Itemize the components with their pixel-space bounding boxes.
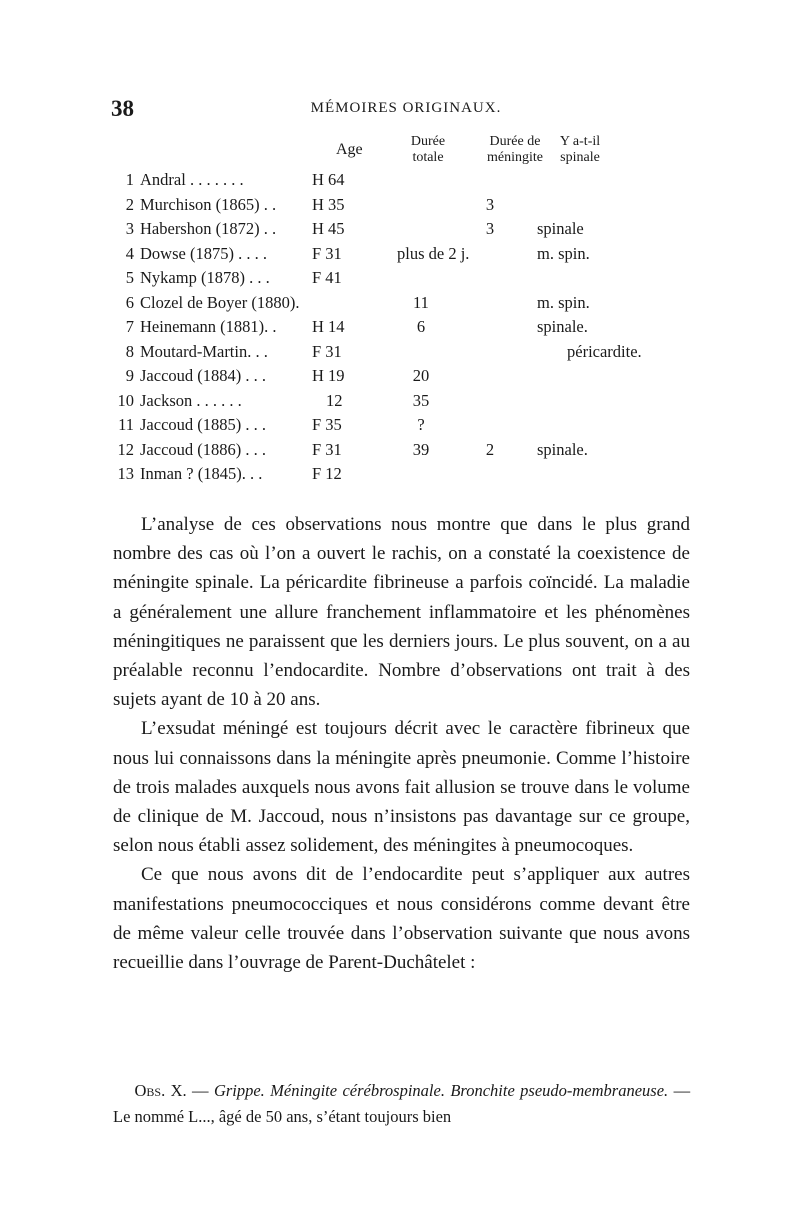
running-title: MÉMOIRES ORIGINAUX.	[310, 100, 502, 116]
case-duree-totale: plus de 2 j.	[397, 243, 470, 263]
case-duree-totale: 39	[412, 439, 430, 459]
case-name: Murchison (1865) . .	[140, 194, 277, 214]
case-sex-age: F 31	[312, 243, 342, 263]
observation-title: Grippe. Méningite cérébrospinale. Bronchite pseudo-membraneuse.	[213, 1081, 669, 1100]
table-row	[0, 317, 800, 341]
observation-dash: —	[192, 1081, 209, 1100]
case-sex-age: F 41	[312, 268, 342, 287]
table-row	[0, 219, 800, 243]
case-spinale: spinale.	[537, 439, 588, 459]
case-sex-age: H 64	[312, 170, 345, 189]
case-sex-age: H 45	[312, 219, 345, 238]
page-number: 38	[111, 96, 134, 121]
row-number: 7	[125, 317, 134, 336]
case-duree-totale: 35	[412, 390, 430, 410]
observation-dash: —	[673, 1081, 691, 1100]
case-sex-age: H 14	[312, 317, 345, 336]
case-duree-totale: 11	[413, 292, 429, 312]
row-number: 8	[125, 341, 134, 361]
row-number: 5	[125, 268, 134, 287]
case-sex-age: F 35	[312, 415, 342, 434]
row-number: 6	[125, 292, 134, 312]
table-row	[0, 268, 800, 292]
table-row	[0, 464, 800, 488]
case-name: Jaccoud (1886) . . .	[140, 439, 267, 459]
case-duree-totale: ?	[417, 415, 425, 434]
header-duree-totale-line1: Durée	[410, 134, 446, 149]
case-name: Jackson . . . . . .	[140, 390, 242, 410]
table-row	[0, 342, 800, 366]
case-name: Inman ? (1845). . .	[140, 464, 263, 483]
paragraph: L’exsudat méningé est toujours décrit avec le caractère fibrineux que nous lui connaissons dans la méningite après pneumonie. Comme l’histoire de trois malades auxquels nous avons fait allusion se trouve dans le volume de clinique de M. Jaccoud, nous n’insistons pas davantage sur ce groupe, selon nous établi assez solidement, des méningites à pneumocoques.	[113, 718, 690, 857]
table-row	[0, 415, 800, 439]
case-name: Dowse (1875) . . . .	[140, 243, 267, 263]
case-spinale: spinale.	[537, 317, 588, 336]
paragraph: Ce que nous avons dit de l’endocardite peut s’appliquer aux autres manifestations pneumococciques et nous considérons comme devant être de même valeur celle trouvée dans l’observation suivante que nous avons recueillie dans l’ouvrage de Parent-Duchâtelet :	[113, 864, 690, 974]
case-name: Jaccoud (1884) . . .	[140, 366, 267, 385]
table-row	[0, 440, 800, 464]
case-duree-meningite: 3	[485, 219, 495, 238]
case-duree-totale: 6	[416, 317, 426, 336]
case-duree-meningite: 2	[485, 439, 495, 459]
case-spinale: spinale	[537, 219, 584, 238]
case-sex-age: F 12	[312, 464, 342, 483]
case-spinale: m. spin.	[537, 243, 590, 263]
case-name: Andral . . . . . . .	[140, 170, 244, 189]
case-sex-age: H 19	[312, 366, 345, 385]
paragraph: L’analyse de ces observations nous montre que dans le plus grand nombre des cas où l’on a ouvert le rachis, on a constaté la coexistence de méningite spinale. La péricardite fibrineuse a parfois coïncidé. La maladie a généralement une allure franchement inflammatoire et les phénomènes méningitiques ne paraissent que les derniers jours. Le plus souvent, on a au préalable reconnu l’endocardite. Nombre d’observations ont trait à des sujets ayant de 10 à 20 ans.	[113, 514, 690, 711]
header-age: Age	[336, 141, 363, 158]
header-spinale-line2: spinale	[560, 150, 600, 165]
header-spinale	[530, 134, 630, 166]
case-name: Habershon (1872) . .	[140, 219, 277, 238]
case-name: Nykamp (1878) . . .	[140, 268, 270, 287]
row-number: 2	[125, 194, 134, 214]
row-number: 11	[118, 415, 134, 434]
case-name: Jaccoud (1885) . . .	[140, 415, 267, 434]
header-spinale-line1: Y a-t-il	[559, 134, 601, 149]
case-sex-age: 12	[326, 390, 343, 410]
case-name: Clozel de Boyer (1880).	[140, 292, 300, 312]
row-number: 3	[125, 219, 134, 238]
header-duree-meningite-line2: méningite	[487, 150, 543, 165]
case-spinale: péricardite.	[567, 341, 642, 361]
case-name: Heinemann (1881). .	[140, 317, 277, 336]
table-row	[0, 293, 800, 317]
header-duree-meningite-line1: Durée de	[489, 134, 541, 149]
table-row	[0, 195, 800, 219]
body-text	[113, 510, 690, 977]
row-number: 1	[125, 170, 134, 189]
case-spinale: m. spin.	[537, 292, 590, 312]
case-name: Moutard-Martin. . .	[140, 341, 268, 361]
case-sex-age: F 31	[312, 341, 342, 361]
table-row	[0, 170, 800, 194]
page-header	[111, 96, 701, 126]
table-row	[0, 366, 800, 390]
row-number: 10	[117, 390, 134, 410]
row-number: 9	[125, 366, 134, 385]
case-duree-meningite: 3	[485, 194, 495, 214]
row-number: 4	[125, 243, 134, 263]
observation-heading	[113, 1078, 690, 1130]
table-row	[0, 244, 800, 268]
row-number: 13	[117, 464, 134, 483]
case-sex-age: F 31	[312, 439, 342, 459]
case-duree-totale: 20	[412, 366, 430, 385]
observation-label: Obs. X.	[134, 1081, 187, 1100]
table-column-headers	[0, 134, 800, 174]
row-number: 12	[117, 439, 134, 459]
table-row	[0, 391, 800, 415]
case-sex-age: H 35	[312, 194, 345, 214]
header-duree-totale-line2: totale	[412, 150, 444, 165]
observation-text: Le nommé L..., âgé de 50 ans, s’étant toujours bien	[113, 1107, 452, 1126]
